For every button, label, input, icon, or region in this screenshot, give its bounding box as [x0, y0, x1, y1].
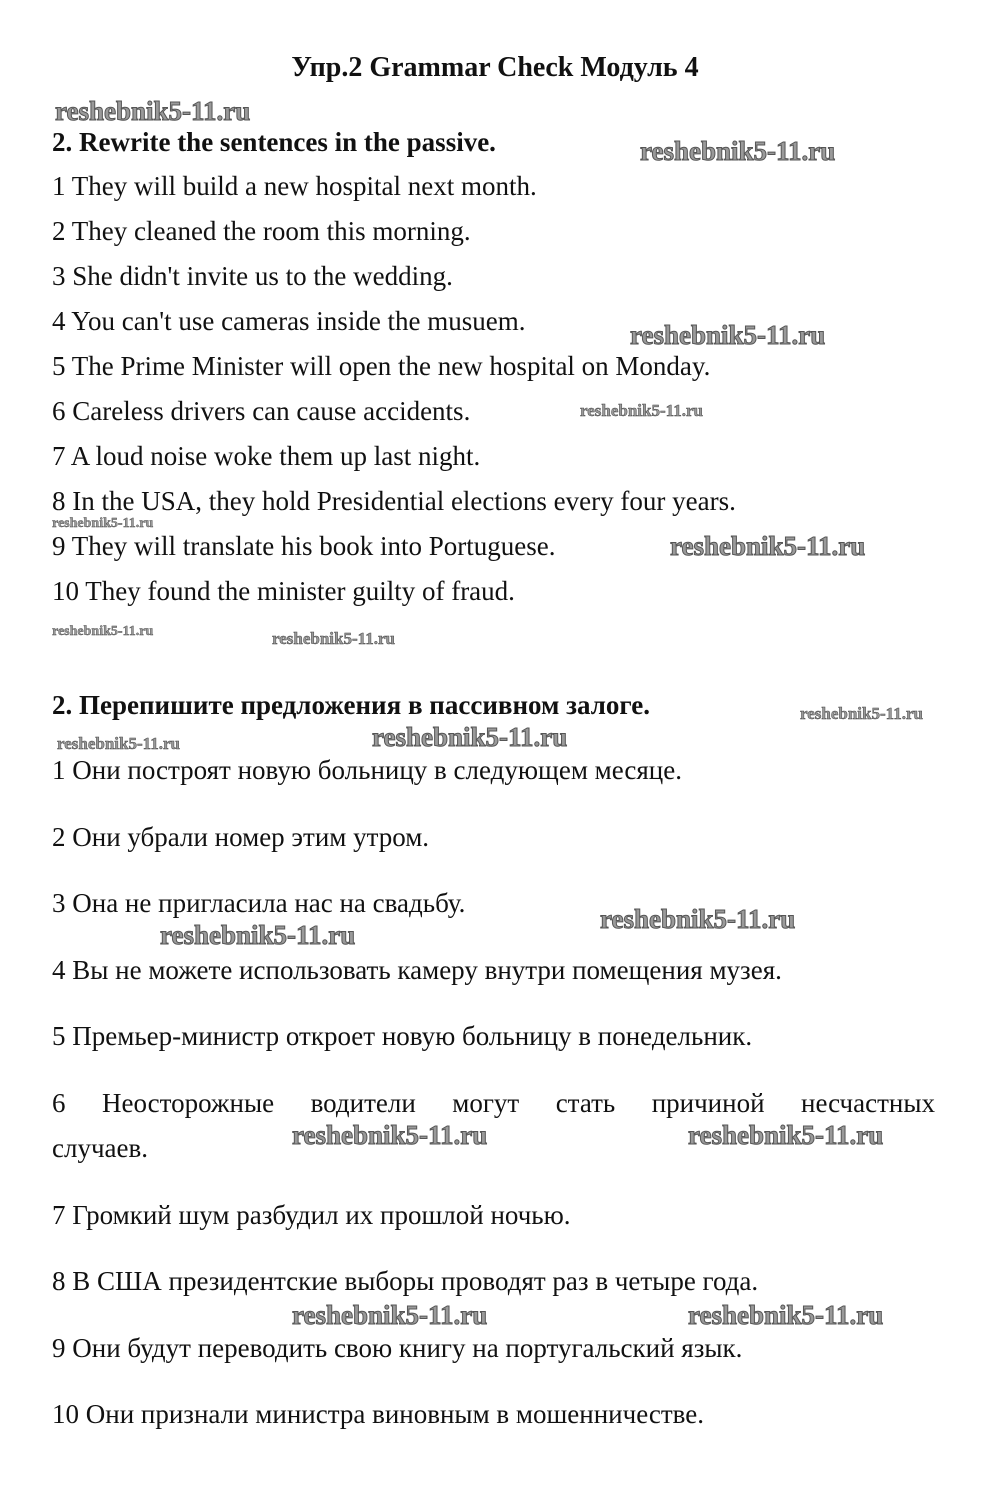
- watermark: reshebnik5-11.ru: [688, 1120, 884, 1150]
- watermark: reshebnik5-11.ru: [630, 320, 826, 350]
- watermark: reshebnik5-11.ru: [52, 516, 154, 531]
- english-sentence: 5 The Prime Minister will open the new hospital on Monday.: [52, 351, 711, 381]
- russian-sentence: 9 Они будут переводить свою книгу на португальский язык.: [52, 1333, 743, 1363]
- russian-sentence: 2 Они убрали номер этим утром.: [52, 822, 430, 852]
- russian-sentence: 1 Они построят новую больницу в следующем месяце.: [52, 755, 682, 785]
- watermark: reshebnik5-11.ru: [372, 722, 568, 752]
- watermark: reshebnik5-11.ru: [52, 624, 154, 639]
- russian-heading: 2. Перепишите предложения в пассивном залоге.: [52, 690, 651, 720]
- russian-sentence: 4 Вы не можете использовать камеру внутри помещения музея.: [52, 955, 782, 985]
- watermark: reshebnik5-11.ru: [292, 1120, 488, 1150]
- english-sentence: 7 A loud noise woke them up last night.: [52, 441, 481, 471]
- watermark: reshebnik5-11.ru: [800, 704, 923, 723]
- english-heading: 2. Rewrite the sentences in the passive.: [52, 127, 496, 157]
- watermark: reshebnik5-11.ru: [57, 734, 180, 753]
- russian-sentence: 7 Громкий шум разбудил их прошлой ночью.: [52, 1200, 571, 1230]
- english-sentence: 3 She didn't invite us to the wedding.: [52, 261, 453, 291]
- watermark: reshebnik5-11.ru: [600, 904, 796, 934]
- english-sentence: 2 They cleaned the room this morning.: [52, 216, 471, 246]
- english-sentence: 1 They will build a new hospital next month.: [52, 171, 537, 201]
- english-sentence: 6 Careless drivers can cause accidents.: [52, 396, 471, 426]
- russian-sentence: 3 Она не пригласила нас на свадьбу.: [52, 888, 466, 918]
- watermark: reshebnik5-11.ru: [670, 531, 866, 561]
- watermark: reshebnik5-11.ru: [160, 920, 356, 950]
- russian-sentence: 8 В США президентские выборы проводят раз в четыре года.: [52, 1266, 759, 1296]
- russian-sentence-continuation: случаев.: [52, 1133, 149, 1163]
- watermark: reshebnik5-11.ru: [272, 629, 395, 648]
- english-sentence: 8 In the USA, they hold Presidential elections every four years.: [52, 486, 736, 516]
- watermark: reshebnik5-11.ru: [688, 1300, 884, 1330]
- russian-sentence: 5 Премьер-министр откроет новую больницу в понедельник.: [52, 1021, 753, 1051]
- english-sentence: 10 They found the minister guilty of fraud.: [52, 576, 515, 606]
- english-sentence: 4 You can't use cameras inside the musuem.: [52, 306, 526, 336]
- watermark: reshebnik5-11.ru: [292, 1300, 488, 1330]
- watermark: reshebnik5-11.ru: [580, 401, 703, 420]
- watermark: reshebnik5-11.ru: [55, 96, 251, 126]
- russian-sentence: 10 Они признали министра виновным в мошенничестве.: [52, 1399, 704, 1429]
- russian-sentence: 6 Неосторожные водители могут стать причиной несчастных: [52, 1088, 935, 1118]
- watermark: reshebnik5-11.ru: [640, 136, 836, 166]
- page-title: Упр.2 Grammar Check Модуль 4: [291, 52, 699, 83]
- english-sentence: 9 They will translate his book into Portuguese.: [52, 531, 556, 561]
